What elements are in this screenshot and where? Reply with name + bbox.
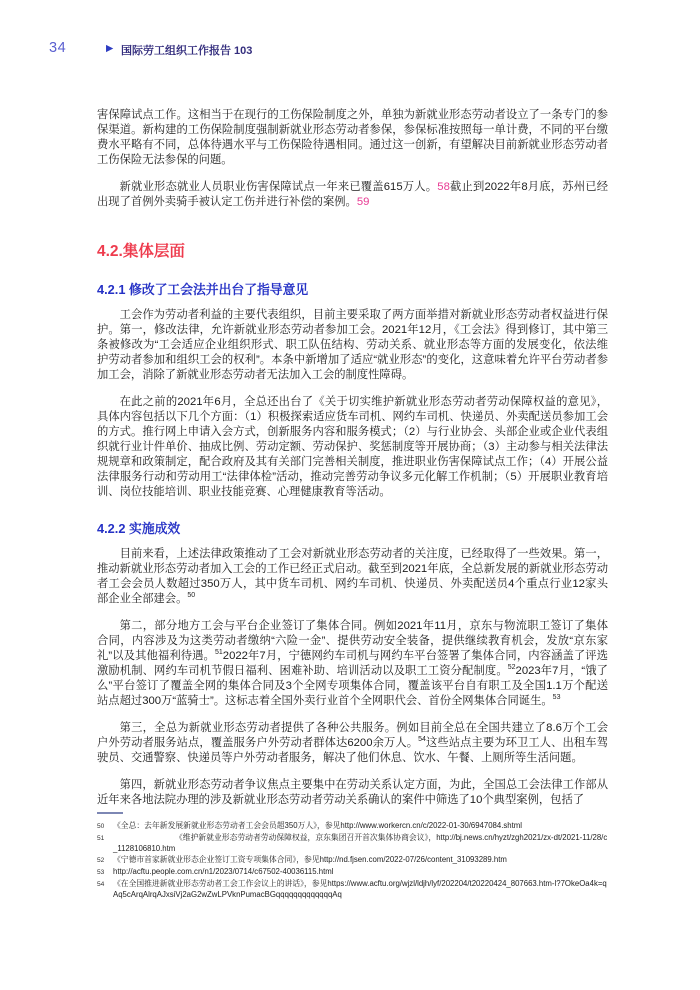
footnote-number: 51	[97, 835, 105, 842]
heading-4-2-2-implementation-results: 4.2.2 实施成效	[97, 521, 181, 536]
footnote-superscript: 54	[418, 736, 426, 744]
text-run: 第二，部分地方工会与平台企业签订了集体合同。例如2021年11月，京东与物流职工签订了集体合同，内容涉及为这类劳动者缴纳“六险一金”、提供劳动安全装备，提供继续教育机会，发放“京东家礼”以及其他福利待遇。	[97, 620, 608, 662]
footnote-superscript: 52	[507, 664, 516, 672]
text-run: 2023年7月，“饿了么”平台签订了覆盖全网的集体合同及3个全网专项集体合同，覆盖该平台自有职工及全国1.1万个配送站点超过300万“蓝骑士”。这标志着全国外卖行业首个全网职代会、首份全网集体合同诞生。	[97, 665, 608, 707]
paragraph-union-representation: 工会作为劳动者利益的主要代表组织，目前主要采取了两方面举措对新就业形态劳动者权益进行保护。第一，修改法律，允许新就业形态劳动者参加工会。2021年12月，《工会法》得到修订，其中第三条被修改为“工会适应企业组织形式、职工队伍结构、劳动关系、就业形态等方面的发展变化，依法维护劳动者参加和组织工会的权利”。本条中新增加了适应“就业形态”的变化，这意味着允许平台劳动者参加工会，消除了新就业形态劳动者无法加入工会的制度性障碍。	[97, 309, 608, 381]
footnote-number: 50	[97, 823, 105, 830]
paragraph-collective-contracts	[97, 619, 608, 709]
footnote-text: 《全总：去年新发展新就业形态劳动者工会会员超350万人》，参见http://www.workercn.cn/c/2022-01-30/6947084.shtml	[113, 821, 523, 830]
paragraph-pilot-coverage	[97, 180, 608, 210]
text-run: 这些站点主要为环卫工人、出租车驾驶员、交通警察、快递员等户外劳动者服务，解决了他们休息、饮水、午餐、上厕所等生活问题。	[97, 737, 608, 764]
footnote-ref: 58	[437, 181, 450, 193]
text-run: 截止到2022年8月底，苏州已经出现了首例外卖骑手被认定工伤并进行补偿的案例。	[97, 181, 608, 208]
footnote-item	[97, 855, 608, 866]
footnote-number: 53	[97, 869, 105, 876]
footnote-separator-line	[97, 812, 123, 814]
report-title: 国际劳工组织工作报告 103	[121, 45, 253, 57]
heading-4-2-1-union-law-amendment: 4.2.1 修改了工会法并出台了指导意见	[97, 282, 309, 297]
text-run: 新就业形态就业人员职业伤害保障试点一年来已覆盖615万人。	[119, 181, 438, 193]
page-number: 34	[49, 40, 67, 56]
heading-4-2-collective-level: 4.2.集体层面	[97, 243, 185, 260]
footnote-superscript: 53	[552, 694, 561, 702]
footnote-item	[97, 867, 608, 878]
footnote-number: 52	[97, 857, 105, 864]
text-run: 2022年7月，宁德网约车司机与网约车平台签署了集体合同，内容涵盖了评选激励机制、网约车司机节假日福利、困难补助、培训活动以及职工工资分配制度。	[97, 650, 609, 677]
footnotes-section	[97, 812, 608, 901]
paragraph-labor-dispute-cases: 第四，新就业形态劳动者争议焦点主要集中在劳动关系认定方面，为此，全国总工会法律工作部从近年来各地法院办理的涉及新就业形态劳动者劳动关系确认的案件中筛选了10个典型案例，包括了	[97, 779, 608, 806]
text-run: 第三，全总为新就业形态劳动者提供了各种公共服务。例如目前全总在全国共建立了8.6万个工会户外劳动者服务站点，覆盖服务户外劳动者群体达6200余万人。	[97, 722, 608, 749]
footnote-text: http://acftu.people.com.cn/n1/2023/0714/c67502-40036115.html	[113, 867, 334, 876]
footnote-text: 《宁德市首家新就业形态企业签订工资专项集体合同》，参见http://nd.fjsen.com/2022-07/26/content_31093289.htm	[113, 855, 507, 864]
footnote-item	[97, 833, 608, 854]
footnote-item	[97, 821, 608, 832]
paragraph-union-membership-results	[97, 547, 608, 607]
footnote-list	[97, 821, 608, 900]
page-content	[97, 108, 608, 820]
footnote-text: 《在全国推进新就业形态劳动者工会工作会议上的讲话》，参见https://www.acftu.org/wjzl/ldjh/lyf/202204/t20220424_807663.htm-l?7OkeOa4k=qAq5cArqAlrqAJxsiVj2aG2wZwLPVknPumacBGqqqqqqqqqqqqqAq	[113, 879, 607, 899]
page-header	[0, 40, 700, 62]
text-run: 目前来看，上述法律政策推动了工会对新就业形态劳动者的关注度，已经取得了一些效果。第一，推动新就业形态劳动者加入工会的工作已经正式启动。截至到2021年底，全总新发展的新就业形态劳动者工会会员人数超过350万人，其中货车司机、网约车司机、快递员、外卖配送员4个重点行业12家头部企业全部建会。	[97, 548, 608, 605]
footnote-ref: 59	[356, 196, 370, 208]
paragraph-public-services-stations	[97, 721, 608, 766]
paragraph-acftu-opinion-measures: 在此之前的2021年6月，全总还出台了《关于切实维护新就业形态劳动者劳动保障权益的意见》，具体内容包括以下几个方面：（1）积极探索适应货车司机、网约车司机、快递员、外卖配送员参加工会的方式。推行网上申请入会方式，创新服务内容和服务模式；（2）与行业协会、头部企业或企业代表组织就行业计件单价、抽成比例、劳动定额、劳动保护、奖惩制度等开展协商；（3）主动参与相关法律法规规章和政策制定，配合政府及其有关部门完善相关制度，推进职业伤害保障试点工作；（4）开展公益法律服务行动和劳动用工“法律体检”活动，推动完善劳动争议多元化解工作机制；（5）开展职业教育培训、岗位技能培训、职业技能竞赛、心理健康教育等活动。	[97, 396, 608, 498]
footnote-number: 54	[97, 881, 105, 888]
footnote-superscript: 50	[187, 592, 196, 600]
paragraph-injury-insurance-continuation: 害保障试点工作。这相当于在现行的工伤保险制度之外，单独为新就业形态劳动者设立了一条专门的参保渠道。新构建的工伤保险制度强制新就业形态劳动者参保，参保标准按照每一单计费，不同的平台缴费水平略有不同，总体待遇水平与工伤保险待遇相同。通过这一创新，有望解决目前新就业形态劳动者工伤保险无法参保的问题。	[97, 109, 608, 166]
footnote-item	[97, 879, 608, 900]
footnote-text: 《维护新就业形态劳动者劳动保障权益，京东集团召开首次集体协商会议》，http://bj.news.cn/hyzt/zgh2021/zx-dt/2021-11/28/c_1128106810.htm	[113, 833, 608, 853]
triangle-arrow-icon: ▶	[106, 43, 114, 54]
footnote-superscript: 51	[214, 649, 223, 657]
